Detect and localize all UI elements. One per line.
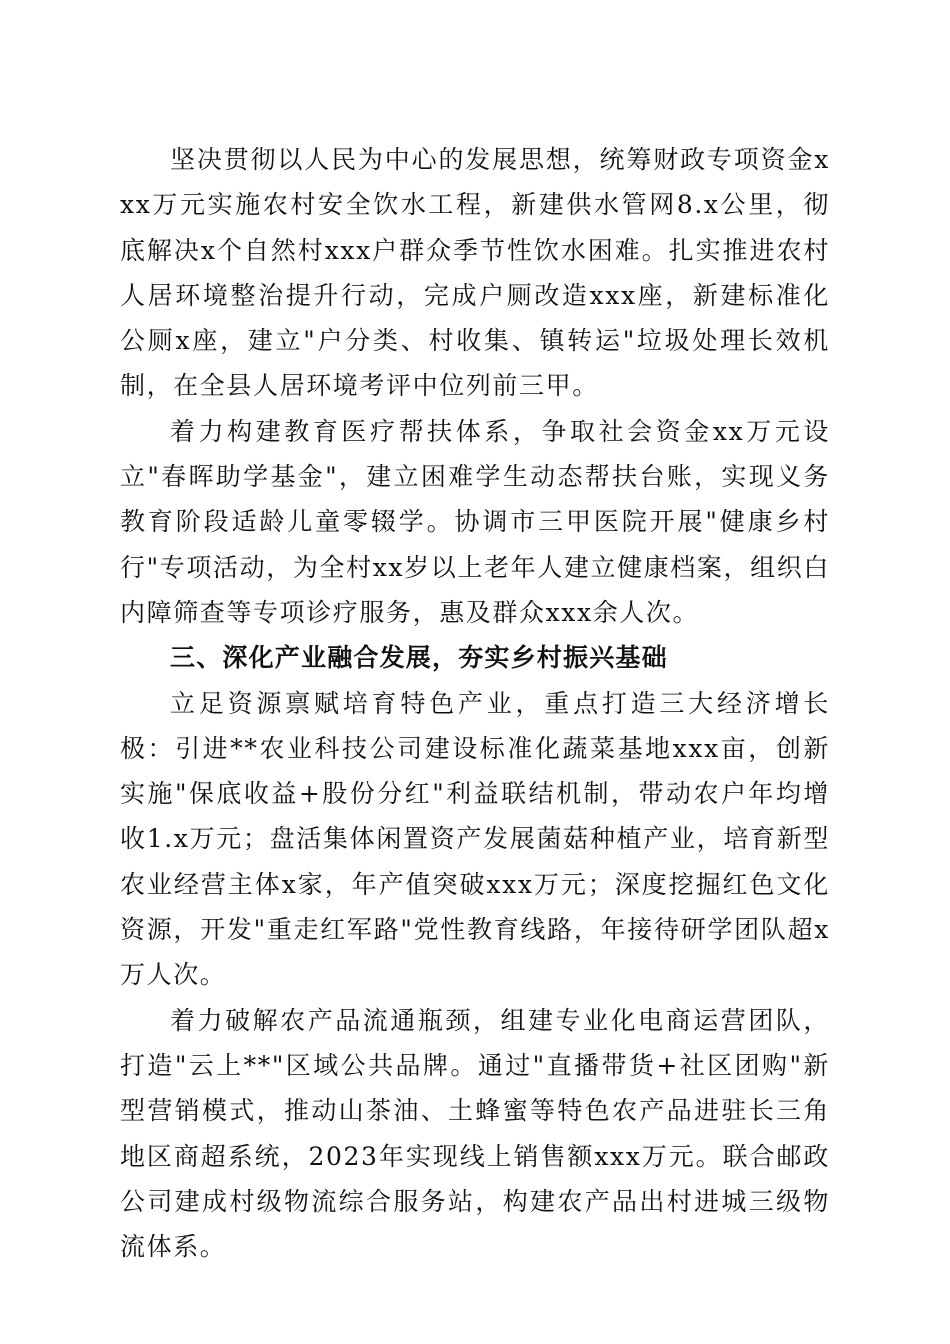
paragraph-ecommerce-logistics: 着力破解农产品流通瓶颈，组建专业化电商运营团队，打造"云上**"区域公共品牌。通过"直播带货+社区团购"新型营销模式，推动山茶油、土蜂蜜等特色农产品进驻长三角地区商超系统，2023年实现线上销售额xxx万元。联合邮政公司建成村级物流综合服务站，构建农产品出村进城三级物流体系。 — [120, 1005, 830, 1262]
paragraph-drinking-water-environment: 坚决贯彻以人民为中心的发展思想，统筹财政专项资金xxx万元实施农村安全饮水工程，新建供水管网8.x公里，彻底解决x个自然村xxx户群众季节性饮水困难。扎实推进农村人居环境整治提升行动，完成户厕改造xxx座，新建标准化公厕x座，建立"户分类、村收集、镇转运"垃圾处理长效机制，在全县人居环境考评中位列前三甲。 — [120, 145, 830, 401]
paragraph-education-medical: 着力构建教育医疗帮扶体系，争取社会资金xx万元设立"春晖助学基金"，建立困难学生动态帮扶台账，实现义务教育阶段适龄儿童零辍学。协调市三甲医院开展"健康乡村行"专项活动，为全村xx岁以上老年人建立健康档案，组织白内障筛查等专项诊疗服务，惠及群众xxx余人次。 — [120, 416, 830, 627]
section-heading: 三、深化产业融合发展，夯实乡村振兴基础 — [170, 643, 668, 673]
paragraph-featured-industries: 立足资源禀赋培育特色产业，重点打造三大经济增长极：引进**农业科技公司建设标准化蔬菜基地xxx亩，创新实施"保底收益+股份分红"利益联结机制，带动农户年均增收1.x万元；盘活集体闲置资产发展菌菇种植产业，培育新型农业经营主体x家，年产值突破xxx万元；深度挖掘红色文化资源，开发"重走红军路"党性教育线路，年接待研学团队超x万人次。 — [120, 688, 830, 990]
document-body — [120, 137, 830, 1269]
